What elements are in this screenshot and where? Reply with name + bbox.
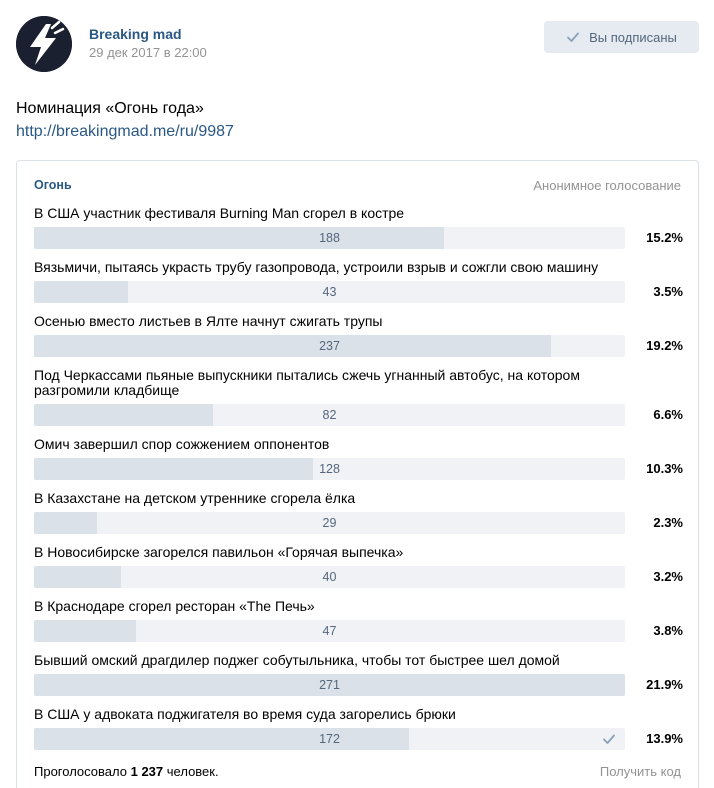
poll-answer-count: 82 bbox=[322, 408, 337, 422]
poll-type: Анонимное голосование bbox=[533, 178, 681, 193]
poll-answer-bar[interactable] bbox=[34, 227, 625, 249]
subscribed-label: Вы подписаны bbox=[589, 29, 677, 45]
poll-answer-count: 237 bbox=[319, 339, 340, 353]
poll-answer-percent: 2.3% bbox=[653, 515, 683, 530]
lightning-bolt-icon bbox=[16, 16, 72, 72]
poll-answer-count: 128 bbox=[319, 462, 340, 476]
poll-answer[interactable] bbox=[34, 436, 683, 476]
check-icon bbox=[602, 732, 616, 746]
poll-answer[interactable] bbox=[34, 598, 683, 638]
avatar[interactable] bbox=[16, 16, 72, 72]
poll-answer[interactable] bbox=[34, 259, 683, 299]
poll-answer-bar[interactable] bbox=[34, 281, 625, 303]
poll-total-prefix: Проголосовало bbox=[34, 764, 131, 779]
poll-answer[interactable] bbox=[34, 205, 683, 245]
post-date[interactable]: 29 дек 2017 в 22:00 bbox=[89, 45, 207, 60]
poll-answer[interactable] bbox=[34, 367, 683, 422]
poll-answer-bar[interactable] bbox=[34, 566, 625, 588]
poll-answer-text: В Краснодаре сгорел ресторан «The Печь» bbox=[34, 598, 315, 614]
poll-answer-text: В США у адвоката поджигателя во время суда загорелись брюки bbox=[34, 706, 456, 722]
poll-answer-text: Бывший омский драгдилер поджег собутыльника, чтобы тот быстрее шел домой bbox=[34, 652, 560, 668]
poll-answer-percent: 13.9% bbox=[646, 731, 683, 746]
post-link[interactable]: http://breakingmad.me/ru/9987 bbox=[16, 123, 234, 140]
poll-total-count: 1 237 bbox=[130, 764, 164, 779]
poll-answer[interactable] bbox=[34, 490, 683, 530]
poll-answer-count: 188 bbox=[319, 231, 340, 245]
poll-answer-bar[interactable] bbox=[34, 674, 625, 696]
poll-answer-count: 271 bbox=[319, 678, 340, 692]
poll-answer-text: Вязьмичи, пытаясь украсть трубу газопровода, устроили взрыв и сожгли свою машину bbox=[34, 259, 599, 275]
poll-answer-bar[interactable] bbox=[34, 512, 625, 534]
subscribed-button[interactable] bbox=[544, 21, 699, 53]
author-name[interactable]: Breaking mad bbox=[89, 26, 182, 42]
poll-answer-text: Осенью вместо листьев в Ялте начнут сжигать трупы bbox=[34, 313, 383, 329]
poll-total bbox=[34, 764, 219, 779]
poll-answer-bar[interactable] bbox=[34, 335, 625, 357]
poll-answer-text: В США участник фестиваля Burning Man сгорел в костре bbox=[34, 205, 405, 221]
poll-answer-percent: 3.8% bbox=[653, 623, 683, 638]
poll-answer-percent: 21.9% bbox=[646, 677, 683, 692]
post-header bbox=[0, 0, 714, 80]
poll-answer-percent: 3.5% bbox=[653, 284, 683, 299]
poll-answer-bar[interactable] bbox=[34, 728, 625, 750]
poll-answer-text: В Казахстане на детском утреннике сгорела ёлка bbox=[34, 490, 356, 506]
post-text: Номинация «Огонь года» bbox=[16, 100, 204, 117]
poll-title: Огонь bbox=[34, 178, 72, 192]
poll-answer-bar[interactable] bbox=[34, 620, 625, 642]
poll-answer-percent: 10.3% bbox=[646, 461, 683, 476]
poll-answer-count: 172 bbox=[319, 732, 340, 746]
poll bbox=[16, 160, 699, 788]
poll-answer-percent: 3.2% bbox=[653, 569, 683, 584]
poll-answer-text: В Новосибирске загорелся павильон «Горячая выпечка» bbox=[34, 544, 404, 560]
poll-answer-bar[interactable] bbox=[34, 458, 625, 480]
get-code-link[interactable]: Получить код bbox=[599, 764, 681, 779]
poll-answer-bar[interactable] bbox=[34, 404, 625, 426]
poll-answer-count: 40 bbox=[322, 570, 337, 584]
poll-total-suffix: человек. bbox=[163, 764, 219, 779]
poll-answer-percent: 6.6% bbox=[653, 407, 683, 422]
poll-answer-count: 47 bbox=[322, 624, 337, 638]
poll-answer[interactable] bbox=[34, 313, 683, 353]
poll-answer[interactable] bbox=[34, 544, 683, 584]
poll-answer[interactable] bbox=[34, 706, 683, 746]
poll-answer[interactable] bbox=[34, 652, 683, 692]
poll-answer-text: Под Черкассами пьяные выпускники пытались сжечь угнанный автобус, на котором разгромили кладбище bbox=[34, 367, 580, 398]
poll-answer-percent: 19.2% bbox=[646, 338, 683, 353]
poll-answer-count: 29 bbox=[322, 516, 337, 530]
poll-answer-percent: 15.2% bbox=[646, 230, 683, 245]
check-icon bbox=[566, 30, 580, 44]
poll-answer-text: Омич завершил спор сожжением оппонентов bbox=[34, 436, 330, 452]
poll-answer-count: 43 bbox=[322, 285, 337, 299]
